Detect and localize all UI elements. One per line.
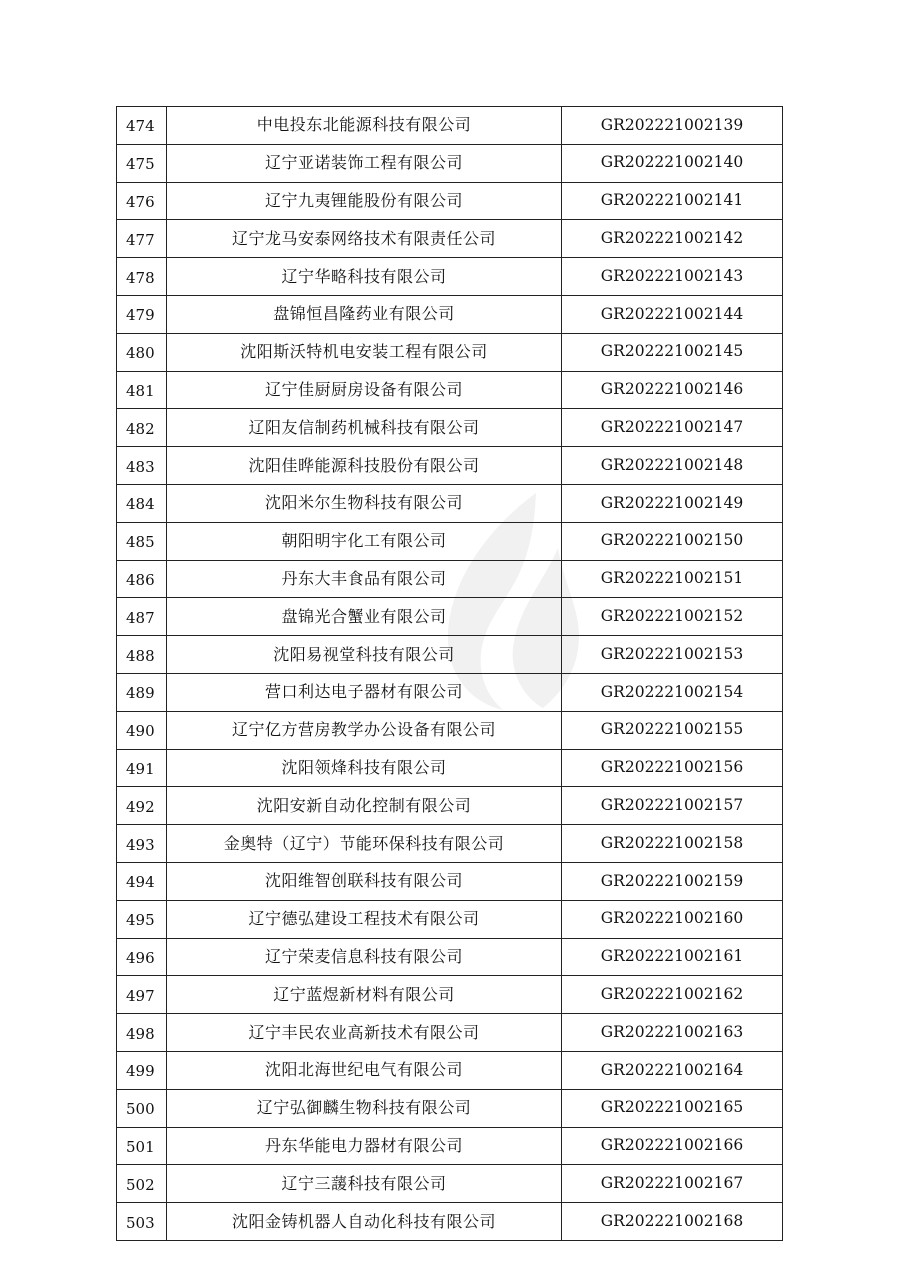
- company-name: 盘锦光合蟹业有限公司: [167, 598, 562, 636]
- row-number: 479: [117, 295, 167, 333]
- table-row: [117, 1127, 783, 1165]
- table-row: [117, 409, 783, 447]
- company-name: 朝阳明宇化工有限公司: [167, 522, 562, 560]
- table-row: [117, 522, 783, 560]
- company-name: 丹东华能电力器材有限公司: [167, 1127, 562, 1165]
- row-number: 487: [117, 598, 167, 636]
- company-list-table-container: [116, 106, 782, 1241]
- company-name: 沈阳领烽科技有限公司: [167, 749, 562, 787]
- row-number: 481: [117, 371, 167, 409]
- table-row: [117, 1165, 783, 1203]
- company-list-table: [116, 106, 783, 1241]
- row-number: 492: [117, 787, 167, 825]
- table-row: [117, 1089, 783, 1127]
- certificate-code: GR202221002140: [562, 144, 783, 182]
- row-number: 490: [117, 711, 167, 749]
- certificate-code: GR202221002143: [562, 258, 783, 296]
- table-row: [117, 258, 783, 296]
- row-number: 491: [117, 749, 167, 787]
- company-name: 沈阳米尔生物科技有限公司: [167, 484, 562, 522]
- certificate-code: GR202221002159: [562, 862, 783, 900]
- row-number: 478: [117, 258, 167, 296]
- certificate-code: GR202221002148: [562, 447, 783, 485]
- company-name: 辽宁蓝煜新材料有限公司: [167, 976, 562, 1014]
- row-number: 486: [117, 560, 167, 598]
- row-number: 480: [117, 333, 167, 371]
- company-name: 辽宁丰民农业高新技术有限公司: [167, 1014, 562, 1052]
- table-row: [117, 711, 783, 749]
- certificate-code: GR202221002151: [562, 560, 783, 598]
- company-name: 金奥特（辽宁）节能环保科技有限公司: [167, 825, 562, 863]
- certificate-code: GR202221002150: [562, 522, 783, 560]
- certificate-code: GR202221002161: [562, 938, 783, 976]
- row-number: 496: [117, 938, 167, 976]
- certificate-code: GR202221002154: [562, 673, 783, 711]
- company-name: 沈阳安新自动化控制有限公司: [167, 787, 562, 825]
- row-number: 499: [117, 1051, 167, 1089]
- certificate-code: GR202221002164: [562, 1051, 783, 1089]
- company-name: 辽宁华略科技有限公司: [167, 258, 562, 296]
- row-number: 474: [117, 107, 167, 145]
- table-row: [117, 749, 783, 787]
- table-row: [117, 182, 783, 220]
- company-name: 辽宁荣麦信息科技有限公司: [167, 938, 562, 976]
- row-number: 498: [117, 1014, 167, 1052]
- certificate-code: GR202221002166: [562, 1127, 783, 1165]
- certificate-code: GR202221002167: [562, 1165, 783, 1203]
- table-row: [117, 295, 783, 333]
- table-row: [117, 560, 783, 598]
- certificate-code: GR202221002149: [562, 484, 783, 522]
- table-row: [117, 825, 783, 863]
- row-number: 488: [117, 636, 167, 674]
- row-number: 494: [117, 862, 167, 900]
- table-row: [117, 333, 783, 371]
- company-name: 盘锦恒昌隆药业有限公司: [167, 295, 562, 333]
- certificate-code: GR202221002156: [562, 749, 783, 787]
- certificate-code: GR202221002139: [562, 107, 783, 145]
- row-number: 497: [117, 976, 167, 1014]
- row-number: 489: [117, 673, 167, 711]
- company-name: 沈阳斯沃特机电安装工程有限公司: [167, 333, 562, 371]
- table-body: [117, 107, 783, 1241]
- company-name: 沈阳维智创联科技有限公司: [167, 862, 562, 900]
- company-name: 沈阳金铸机器人自动化科技有限公司: [167, 1203, 562, 1241]
- table-row: [117, 447, 783, 485]
- company-name: 辽阳友信制药机械科技有限公司: [167, 409, 562, 447]
- row-number: 477: [117, 220, 167, 258]
- company-name: 辽宁九夷锂能股份有限公司: [167, 182, 562, 220]
- row-number: 476: [117, 182, 167, 220]
- table-row: [117, 484, 783, 522]
- company-name: 辽宁龙马安泰网络技术有限责任公司: [167, 220, 562, 258]
- company-name: 辽宁三蘐科技有限公司: [167, 1165, 562, 1203]
- row-number: 495: [117, 900, 167, 938]
- certificate-code: GR202221002163: [562, 1014, 783, 1052]
- table-row: [117, 1203, 783, 1241]
- company-name: 辽宁德弘建设工程技术有限公司: [167, 900, 562, 938]
- certificate-code: GR202221002141: [562, 182, 783, 220]
- table-row: [117, 144, 783, 182]
- table-row: [117, 976, 783, 1014]
- certificate-code: GR202221002168: [562, 1203, 783, 1241]
- table-row: [117, 636, 783, 674]
- row-number: 493: [117, 825, 167, 863]
- table-row: [117, 900, 783, 938]
- row-number: 502: [117, 1165, 167, 1203]
- row-number: 475: [117, 144, 167, 182]
- company-name: 营口利达电子器材有限公司: [167, 673, 562, 711]
- table-row: [117, 1014, 783, 1052]
- table-row: [117, 862, 783, 900]
- row-number: 483: [117, 447, 167, 485]
- certificate-code: GR202221002165: [562, 1089, 783, 1127]
- certificate-code: GR202221002147: [562, 409, 783, 447]
- row-number: 500: [117, 1089, 167, 1127]
- certificate-code: GR202221002146: [562, 371, 783, 409]
- certificate-code: GR202221002157: [562, 787, 783, 825]
- company-name: 辽宁亿方营房教学办公设备有限公司: [167, 711, 562, 749]
- company-name: 辽宁亚诺装饰工程有限公司: [167, 144, 562, 182]
- certificate-code: GR202221002162: [562, 976, 783, 1014]
- certificate-code: GR202221002160: [562, 900, 783, 938]
- company-name: 沈阳易视堂科技有限公司: [167, 636, 562, 674]
- certificate-code: GR202221002158: [562, 825, 783, 863]
- company-name: 沈阳佳晔能源科技股份有限公司: [167, 447, 562, 485]
- table-row: [117, 220, 783, 258]
- certificate-code: GR202221002153: [562, 636, 783, 674]
- company-name: 中电投东北能源科技有限公司: [167, 107, 562, 145]
- table-row: [117, 938, 783, 976]
- table-row: [117, 787, 783, 825]
- certificate-code: GR202221002144: [562, 295, 783, 333]
- row-number: 484: [117, 484, 167, 522]
- certificate-code: GR202221002155: [562, 711, 783, 749]
- row-number: 482: [117, 409, 167, 447]
- company-name: 辽宁弘御麟生物科技有限公司: [167, 1089, 562, 1127]
- table-row: [117, 673, 783, 711]
- table-row: [117, 371, 783, 409]
- row-number: 503: [117, 1203, 167, 1241]
- certificate-code: GR202221002142: [562, 220, 783, 258]
- company-name: 丹东大丰食品有限公司: [167, 560, 562, 598]
- table-row: [117, 598, 783, 636]
- row-number: 501: [117, 1127, 167, 1165]
- row-number: 485: [117, 522, 167, 560]
- certificate-code: GR202221002145: [562, 333, 783, 371]
- company-name: 辽宁佳厨厨房设备有限公司: [167, 371, 562, 409]
- certificate-code: GR202221002152: [562, 598, 783, 636]
- table-row: [117, 107, 783, 145]
- company-name: 沈阳北海世纪电气有限公司: [167, 1051, 562, 1089]
- table-row: [117, 1051, 783, 1089]
